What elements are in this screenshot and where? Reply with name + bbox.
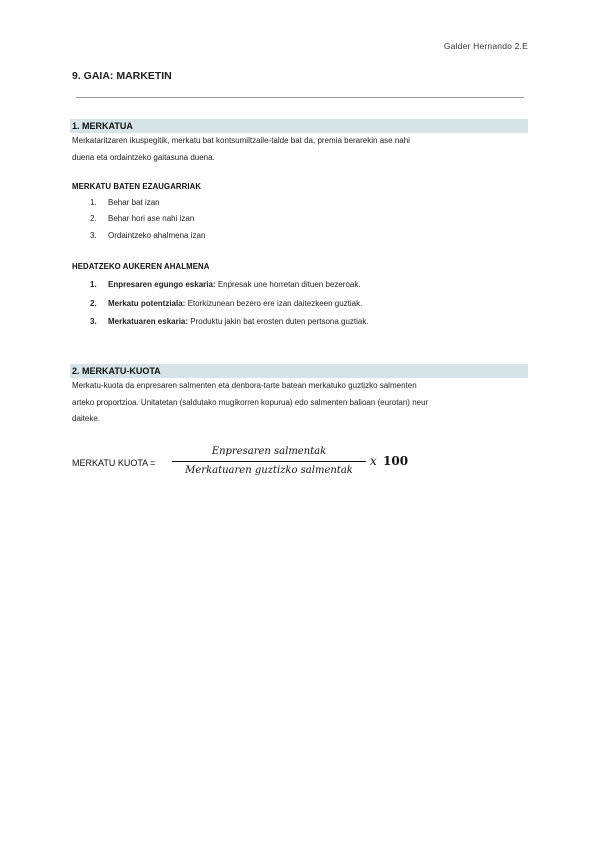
section2-line2: arteko proportzioa. Unitatetan (saldutako mugikorren kopurua) edo salmenten balioan (eurotan) neur xyxy=(72,397,429,407)
section1-intro-line1: Merkataritzaren ikuspegitik, merkatu bat kontsumiltzaile-talde bat da, premia berarekin ase nahi xyxy=(72,136,410,145)
expansion-heading: HEDATZEKO AUKEREN AHALMENA xyxy=(72,262,210,271)
list-item-number: 3. xyxy=(90,231,97,240)
list-item-text: Ordaintzeko ahalmena izan xyxy=(108,231,206,240)
list-item xyxy=(90,231,205,240)
list-item-text: Produktu jakin bat erosten duten pertsona guztiak. xyxy=(188,317,369,326)
list-item-term: Enpresaren egungo eskaria: xyxy=(108,280,216,289)
list-item-term: Merkatuaren eskaria: xyxy=(108,317,189,326)
formula-numerator: Enpresaren salmentak xyxy=(211,446,327,457)
list-item xyxy=(90,280,361,289)
section2-line3: daiteke. xyxy=(72,414,101,423)
section-heading-merkatu-kuota: 2. MERKATU-KUOTA xyxy=(70,364,528,378)
formula-times-sign: x xyxy=(370,454,377,468)
section1-intro xyxy=(72,133,528,166)
list-item-term: Merkatu potentziala: xyxy=(108,299,186,308)
list-item xyxy=(90,299,362,308)
list-item-text: Enpresak une horretan dituen bezeroak. xyxy=(215,280,361,289)
list-item-number: 2. xyxy=(90,299,97,308)
fraction-bar xyxy=(172,461,366,462)
list-item-number: 1. xyxy=(90,198,97,207)
formula-fraction xyxy=(172,445,366,478)
list-item-number: 2. xyxy=(90,214,97,223)
formula-denominator: Merkatuaren guztizko salmentak xyxy=(185,465,353,476)
list-item xyxy=(90,198,160,207)
formula-label: MERKATU KUOTA = xyxy=(72,458,156,468)
list-item-number: 1. xyxy=(90,280,97,289)
list-item-text: Behar hori ase nahi izan xyxy=(108,214,195,223)
title-divider xyxy=(76,97,524,98)
list-item-number: 3. xyxy=(90,317,97,326)
document-title: 9. GAIA: MARKETIN xyxy=(72,70,172,82)
section1-intro-line2: duena eta ordaintzeko gaitasuna duena. xyxy=(72,152,215,162)
list-item xyxy=(90,317,369,326)
section-heading-merkatua: 1. MERKATUA xyxy=(70,119,528,133)
list-item-text: Behar bat izan xyxy=(108,198,160,207)
section2-line1: Merkatu-kuota da enpresaren salmenten eta denbora-tarte batean merkatuko guztizko salmenten xyxy=(72,381,417,390)
list-item xyxy=(90,214,194,223)
characteristics-heading: MERKATU BATEN EZAUGARRIAK xyxy=(72,182,202,191)
list-item-text: Etorkizunean bezero ere izan daitezkeen guztiak. xyxy=(185,299,363,308)
header-author: Galder Hernando 2.E xyxy=(443,41,528,51)
formula-factor: 100 xyxy=(383,454,409,468)
section2-paragraph xyxy=(72,378,528,428)
